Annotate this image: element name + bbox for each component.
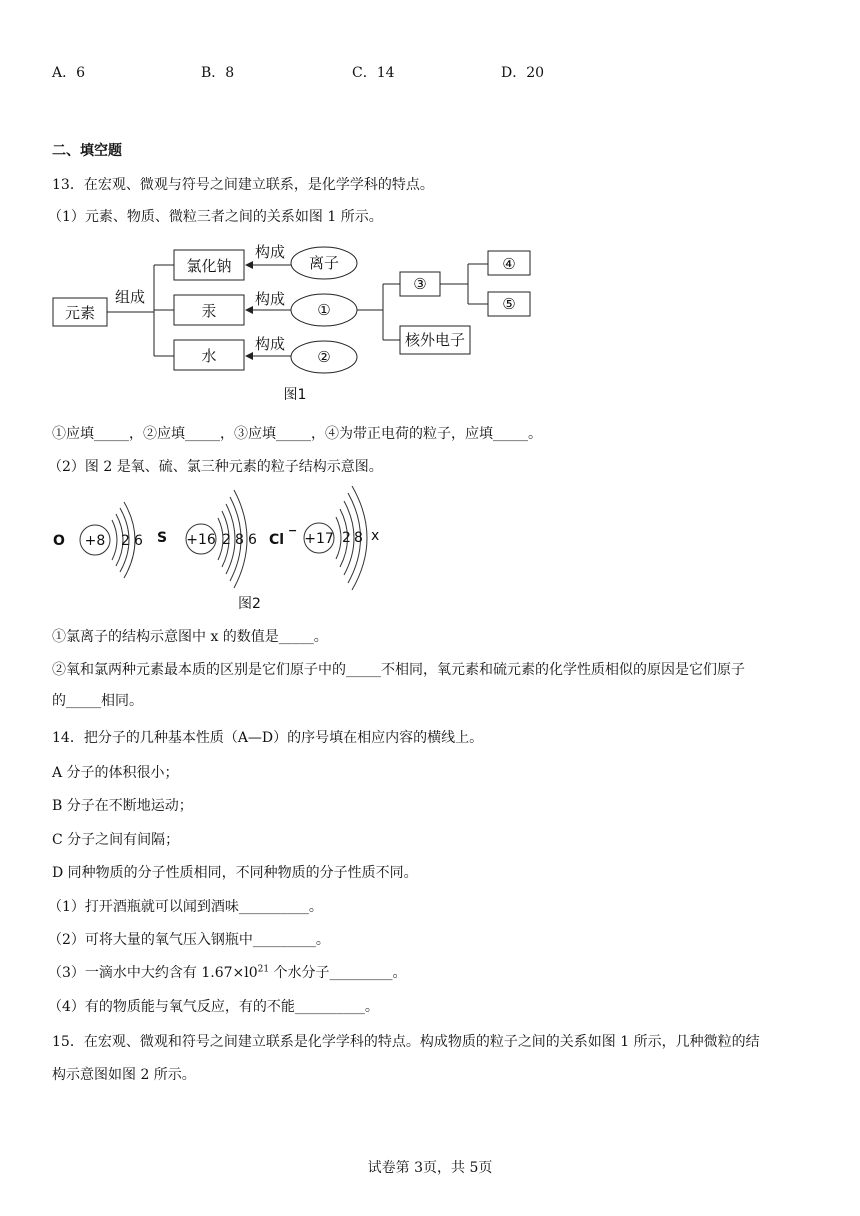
fig1-compose-label: 组成 <box>114 288 146 306</box>
q14-item-2: （2）可将大量的氧气压入钢瓶中_________。 <box>48 932 330 948</box>
fig1-substance-water: 水 <box>201 347 217 365</box>
fig1-particle-2: ② <box>317 348 331 366</box>
option-c: C．14 <box>352 65 395 81</box>
fig1-particle-ion: 离子 <box>308 254 340 272</box>
fig1-blank-5: ⑤ <box>502 295 516 313</box>
q13-question-a: ①氯离子的结构示意图中 x 的数值是_____。 <box>52 629 328 645</box>
figure-1-diagram <box>50 240 540 410</box>
q14-prop-c: C 分子之间有间隔； <box>52 832 180 848</box>
fig1-makeup-label-1: 构成 <box>254 243 286 261</box>
fig1-element: 元素 <box>64 304 96 322</box>
fig2-symbol-o: O <box>53 533 65 549</box>
fig2-s-shell-2: 8 <box>235 532 244 548</box>
option-a: A．6 <box>52 65 86 81</box>
q14-item-3-exponent: 21 <box>257 964 270 975</box>
q14-item-3 <box>48 962 407 982</box>
option-b: B．8 <box>201 65 235 81</box>
q15-stem-line2: 构示意图如图 2 所示。 <box>52 1067 196 1083</box>
q13-question-b-line1: ②氧和氯两种元素最本质的区别是它们原子中的_____不相同，氧元素和硫元素的化学性质相似的原因是它们原子 <box>52 662 745 678</box>
fig2-cl-shell-x: x <box>371 528 380 544</box>
q14-stem: 14．把分子的几种基本性质（A—D）的序号填在相应内容的横线上。 <box>52 730 484 746</box>
fig2-cl-shell-2: 8 <box>354 530 363 546</box>
q13-stem: 13．在宏观、微观与符号之间建立联系，是化学学科的特点。 <box>52 177 434 193</box>
q15-stem-line1: 15．在宏观、微观和符号之间建立联系是化学学科的特点。构成物质的粒子之间的关系如图 1 所示，几种微粒的结 <box>52 1034 760 1050</box>
fig2-nucleus-cl: +17 <box>304 531 334 547</box>
fig1-caption: 图1 <box>283 387 307 403</box>
q13-fill-blanks: ①应填_____，②应填_____，③应填_____，④为带正电荷的粒子，应填_____。 <box>52 426 542 442</box>
section-heading: 二、填空题 <box>52 143 122 159</box>
q13-part2: （2）图 2 是氧、硫、氯三种元素的粒子结构示意图。 <box>48 459 383 475</box>
fig2-s-shell-1: 2 <box>222 532 231 548</box>
q13-part1: （1）元素、物质、微粒三者之间的关系如图 1 所示。 <box>48 209 383 225</box>
fig2-symbol-cl: Cl <box>269 532 285 548</box>
fig1-particle-1: ① <box>317 301 331 319</box>
fig2-o-shell-1: 2 <box>121 533 130 549</box>
fig2-cl-shell-1: 2 <box>342 530 351 546</box>
fig2-caption: 图2 <box>238 596 261 612</box>
q14-prop-b: B 分子在不断地运动； <box>52 798 193 814</box>
q14-item-1: （1）打开酒瓶就可以闻到酒味__________。 <box>48 899 323 915</box>
fig1-electrons: 核外电子 <box>404 331 466 349</box>
fig1-blank-4: ④ <box>502 255 516 273</box>
q14-prop-d: D 同种物质的分子性质相同，不同种物质的分子性质不同。 <box>52 865 418 881</box>
q13-question-b-line2: 的_____相同。 <box>52 693 143 709</box>
fig2-nucleus-s: +16 <box>186 532 216 548</box>
q14-item-3-tail: 个水分子_________。 <box>269 965 407 981</box>
fig1-substance-nacl: 氯化钠 <box>186 257 232 275</box>
q14-item-3-text: （3）一滴水中大约含有 1.67×l0 <box>48 965 258 981</box>
fig2-s-shell-3: 6 <box>248 532 257 548</box>
fig2-symbol-s: S <box>157 530 168 546</box>
fig1-makeup-label-3: 构成 <box>254 335 286 353</box>
fig1-substance-mercury: 汞 <box>201 302 217 320</box>
fig2-o-shell-2: 6 <box>134 533 143 549</box>
figure-2-diagram <box>50 484 400 614</box>
option-d: D．20 <box>501 65 545 81</box>
fig1-blank-3: ③ <box>413 275 427 293</box>
q14-item-4: （4）有的物质能与氧气反应，有的不能__________。 <box>48 999 379 1015</box>
fig1-makeup-label-2: 构成 <box>254 290 286 308</box>
page-footer: 试卷第 3页，共 5页 <box>367 1160 493 1176</box>
q14-prop-a: A 分子的体积很小； <box>52 765 179 781</box>
fig2-cl-charge: − <box>288 524 298 537</box>
fig2-nucleus-o: +8 <box>84 533 106 549</box>
